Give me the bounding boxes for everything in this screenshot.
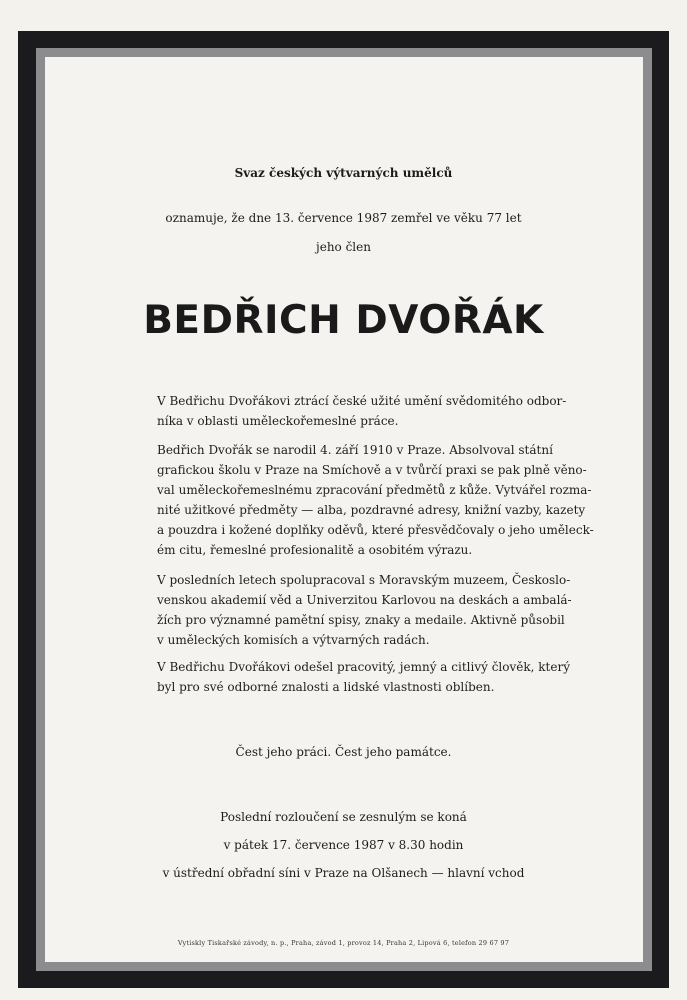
- paragraph-line: a pouzdra i kožené doplňky oděvů, které přesvědčovaly o jeho uměleck-: [157, 523, 594, 537]
- printer-imprint: Vytiskly Tiskařské závody, n. p., Praha, závod 1, provoz 14, Praha 2, Lipová 6, telefon 29 67 97: [177, 939, 510, 947]
- honor-line: Čest jeho práci. Čest jeho památce.: [235, 745, 452, 759]
- farewell-location: v ústřední obřadní síni v Praze na Olšanech — hlavní vchod: [162, 866, 525, 880]
- paragraph-3: [157, 570, 572, 650]
- paragraph-line: grafickou školu v Praze na Smíchově a v tvůrčí praxi se pak plně věno-: [157, 463, 587, 477]
- paragraph-4: [157, 657, 570, 697]
- deceased-name: BEDŘICH DVOŘÁK: [143, 298, 544, 343]
- paragraph-line: nité užitkové předměty — alba, pozdravné adresy, knižní vazby, kazety: [157, 503, 586, 517]
- paragraph-2: [157, 440, 594, 560]
- paragraph-line: venskou akademií věd a Univerzitou Karlovou na deskách a ambalá-: [157, 593, 572, 607]
- paragraph-line: V Bedřichu Dvořákovi ztrácí české užité umění svědomitého odbor-: [157, 394, 567, 408]
- paragraph-line: val uměleckořemeslnému zpracování předmětů z kůže. Vytvářel rozma-: [157, 483, 592, 497]
- paragraph-line: Bedřich Dvořák se narodil 4. září 1910 v Praze. Absolvoval státní: [157, 443, 553, 457]
- organization-name: Svaz českých výtvarných umělců: [234, 166, 453, 180]
- paragraph-line: v uměleckých komisích a výtvarných radách.: [157, 633, 430, 647]
- paragraph-line: V posledních letech spolupracoval s Moravským muzeem, Českoslo-: [157, 573, 571, 587]
- death-announcement: oznamuje, že dne 13. července 1987 zemřel ve věku 77 let: [165, 211, 522, 225]
- paragraph-1: [157, 391, 567, 431]
- paragraph-line: žích pro významné pamětní spisy, znaky a medaile. Aktivně působil: [157, 613, 565, 627]
- paragraph-line: ém citu, řemeslné profesionalitě a osobitém výrazu.: [157, 543, 473, 557]
- paragraph-line: níka v oblasti uměleckořemeslné práce.: [157, 414, 399, 428]
- membership-line: jeho člen: [316, 240, 371, 254]
- paragraph-line: byl pro své odborné znalosti a lidské vlastnosti oblíben.: [157, 680, 495, 694]
- paragraph-line: V Bedřichu Dvořákovi odešel pracovitý, jemný a citlivý člověk, který: [157, 660, 570, 674]
- farewell-line-1: Poslední rozloučení se zesnulým se koná: [220, 810, 467, 824]
- farewell-date-time: v pátek 17. července 1987 v 8.30 hodin: [223, 838, 464, 852]
